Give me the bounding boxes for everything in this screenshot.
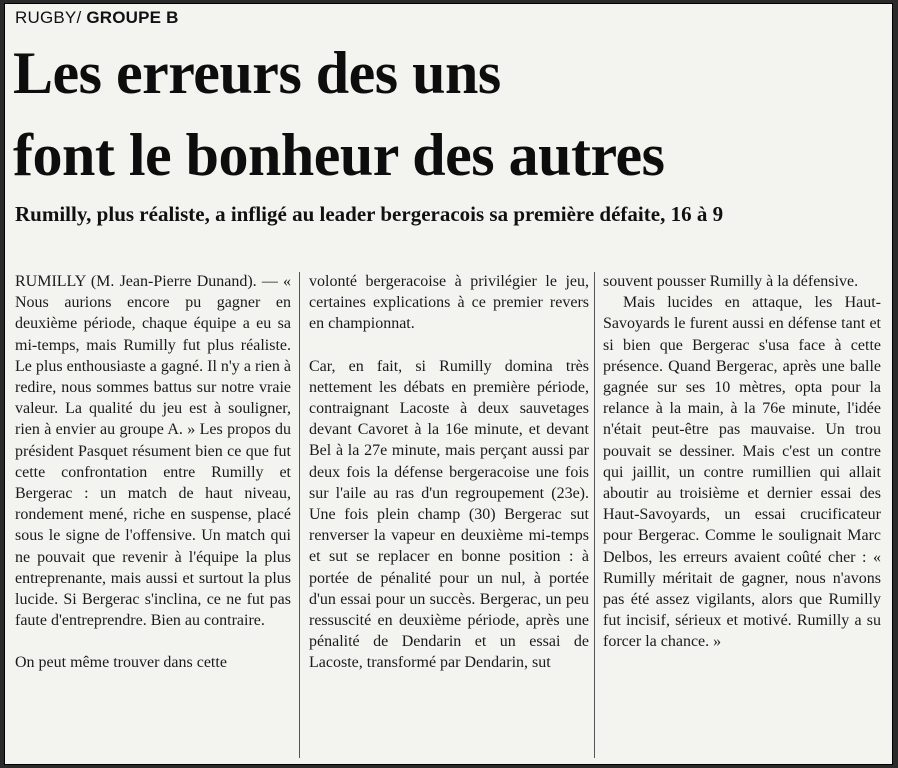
kicker-group: GROUPE B (86, 8, 179, 27)
column-3-paragraph-2: Mais lucides en attaque, les Haut-Savoyards le furent aussi en défense tant et si bien que Bergerac s'usa face à cette présence. Quand Bergerac, après une balle gagnée sur ses 10 mètres, opta pour la relance à la main, à la 76e minute, l'idée n'était peut-être pas mauvaise. Un trou pouvait se dessiner. Mais c'est un contre qui jaillit, un contre rumillien qui allait aboutir au troisième et dernier essai des Haut-Savoyards, un essai crucificateur pour Bergerac. Comme le soulignait Marc Delbos, les erreurs avaient coûté cher : « Rumilly méritait de gagner, nous n'avons pas été assez vigilants, alors que Rumilly fut incisif, sérieux et motivé. Rumilly a su forcer la chance. » (603, 294, 881, 651)
subheadline: Rumilly, plus réaliste, a infligé au leader bergeracois sa première défaite, 16 à 9 (15, 202, 724, 226)
column-divider (299, 272, 300, 758)
column-2-paragraph-2: Car, en fait, si Rumilly domina très nettement les débats en première période, contraignant Lacoste à deux sauvetages devant Cavoret à la 16e minute, et devant Bel à la 27e minute, mais perçant aussi par deux fois la défense bergeracoise une fois sur l'aile au ras d'un regroupement (23e). Une fois plein champ (30) Bergerac sut renverser la vapeur en deuxième mi-temps et sut se replacer en bonne position : à portée de pénalité pour un nul, à portée d'un essai pour un succès. Bergerac, un peu ressuscité en deuxième période, après une pénalité de Dendarin et un essai de Lacoste, transformé par Dendarin, sut (309, 357, 589, 672)
article-column-2 (309, 271, 589, 761)
section-kicker (15, 8, 179, 28)
column-3-paragraph-1: souvent pousser Rumilly à la défensive. (603, 273, 859, 290)
headline-line-2: font le bonheur des autres (13, 122, 665, 188)
kicker-section: RUGBY/ (15, 8, 82, 27)
column-1-paragraph-2: On peut même trouver dans cette (15, 654, 227, 672)
article-column-1 (15, 271, 291, 761)
article-column-3 (603, 271, 881, 761)
column-divider (594, 272, 595, 758)
column-2-paragraph-1: volonté bergeracoise à privilégier le jeu, certaines explications à ce premier revers en championnat. (309, 273, 589, 333)
newspaper-clipping (4, 3, 893, 765)
column-1-paragraph-1: RUMILLY (M. Jean-Pierre Dunand). — « Nous aurions encore pu gagner en deuxième période, chaque équipe a eu sa mi-temps, mais Rumilly fut plus réaliste. Le plus enthousiaste a gagné. Il n'y a rien à redire, nous sommes battus sur notre vraie valeur. La qualité du jeu est à souligner, rien à envier au groupe A. » Les propos du président Pasquet résument bien ce que fut cette confrontation entre Rumilly et Bergerac : un match de haut niveau, rondement mené, riche en suspense, placé sous le signe de l'offensive. Un match qui ne pouvait que revenir à l'équipe la plus entreprenante, mais aussi et surtout la plus lucide. Si Bergerac s'inclina, ce ne fut pas faute d'entreprendre. Bien au contraire. (15, 273, 291, 630)
headline-line-1: Les erreurs des uns (13, 40, 501, 106)
headline (13, 32, 883, 196)
